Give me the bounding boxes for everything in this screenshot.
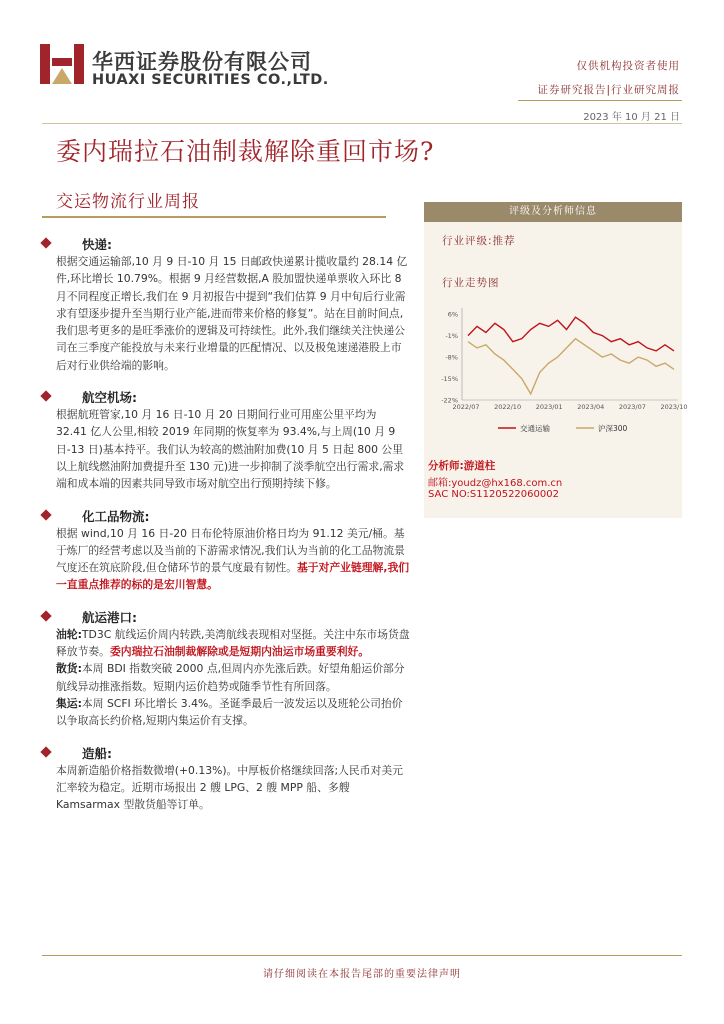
- highlight-text: 基于对产业链理解,我们一直重点推荐的标的是宏川智慧。: [56, 561, 410, 592]
- paragraph-text: 本周 BDI 指数突破 2000 点,但周内亦先涨后跌。好望角船运价部分航线异动推涨指数。短期内运价趋势或随季节性有所回落。: [56, 662, 405, 693]
- trend-chart-title: 行业走势图: [442, 277, 500, 289]
- section-heading: [56, 508, 410, 525]
- report-title: 委内瑞拉石油制裁解除重回市场?: [56, 137, 435, 166]
- y-tick-label: -15%: [441, 375, 458, 384]
- section-heading: [56, 236, 410, 253]
- section-heading-label: 造船:: [82, 745, 112, 761]
- x-tick-label: 2023/07: [618, 403, 646, 411]
- highlight-text: 委内瑞拉石油制裁解除或是短期内油运市场重要利好。: [109, 645, 370, 659]
- diamond-bullet-icon: [40, 509, 51, 520]
- legend-label-csi300: 沪深300: [598, 424, 628, 433]
- paragraph-text: 根据 wind,10 月 16 日-20 日布伦特原油价格日均为 91.12 美元/桶。基于炼厂的经营考虑以及当前的下游需求情况,我们认为当前的化工品物流景气度还在筑底阶段,但仓储环节的景气度最有韧性。: [56, 526, 405, 575]
- section-heading: [56, 609, 410, 626]
- oil-tanker-paragraph: [56, 626, 410, 661]
- container-paragraph: [56, 695, 410, 730]
- report-date: 2023 年 10 月 21 日: [583, 112, 680, 123]
- series-line-transport: [468, 317, 674, 351]
- subtitle-underline: [42, 216, 386, 218]
- legend-label-transport: 交通运输: [520, 424, 550, 433]
- title-divider: [42, 123, 682, 124]
- x-tick-label: 2022/07: [452, 403, 480, 411]
- footer-divider: [42, 955, 682, 956]
- analyst-sac: SAC NO:S1120522060002: [428, 489, 559, 500]
- company-name-cn: 华西证券股份有限公司: [92, 50, 312, 74]
- company-logo-icon: [40, 40, 84, 88]
- section-paragraph: 本周新造船价格指数微增(+0.13%)。中厚板价格继续回落;人民币对美元汇率较为稳定。近期市场报出 2 艘 LPG、2 艘 MPP 船、多艘 Kamsarmax 型散货船等订单。: [56, 763, 403, 812]
- x-tick-label: 2023/10: [660, 403, 688, 411]
- section-heading: [56, 745, 410, 762]
- diamond-bullet-icon: [40, 237, 51, 248]
- paragraph-text: 本周 SCFI 环比增长 3.4%。圣诞季最后一波发运以及班轮公司抬价以争取高长约价格,短期内集运价有支撑。: [56, 696, 403, 728]
- container-label: 集运:: [56, 696, 82, 710]
- section-paragraph: 根据交通运输部,10 月 9 日-10 月 15 日邮政快递累计揽收量约 28.14 亿件,环比增长 10.79%。根据 9 月经营数据,A 股加盟快递单票收入环比 8 月不同程度正增长,我们在 9 月初报告中提到“我们估算 9 月中旬后行业需求有望逐步提升至当期行业产能,进而带来价格的修复”。站在目前时间点,我们思考更多的是旺季涨价的逻辑及可持续性。此外,我们继续关注快递公司在三季度产能投放与未来行业增量的匹配情况、以及极兔速递港股上市后对行业供给端的影响。: [56, 255, 408, 372]
- section-paragraph: [56, 525, 410, 594]
- report-type: 证券研究报告|行业研究周报: [537, 84, 680, 96]
- x-tick-label: 2023/04: [577, 403, 605, 411]
- section-heading-label: 快递:: [82, 237, 112, 252]
- x-tick-label: 2023/01: [535, 403, 563, 411]
- report-subtitle: 交运物流行业周报: [56, 192, 200, 212]
- trend-chart: [428, 300, 688, 440]
- section-aviation: [56, 389, 410, 492]
- y-tick-label: -8%: [445, 353, 458, 362]
- bulk-paragraph: [56, 660, 410, 695]
- section-chemical-logistics: [56, 508, 410, 594]
- x-tick-label: 2022/10: [494, 403, 522, 411]
- series-line-csi300: [468, 339, 674, 394]
- section-heading-label: 化工品物流:: [82, 508, 150, 524]
- info-panel-header: 评级及分析师信息: [424, 202, 682, 222]
- audience-note: 仅供机构投资者使用: [576, 60, 680, 72]
- diamond-bullet-icon: [40, 746, 51, 757]
- analyst-name: 分析师:游道柱: [428, 460, 496, 472]
- report-body: [56, 236, 410, 813]
- y-tick-label: -22%: [441, 396, 458, 405]
- footer-disclaimer: 请仔细阅读在本报告尾部的重要法律声明: [263, 969, 461, 980]
- section-shipbuilding: [56, 745, 410, 814]
- bulk-label: 散货:: [56, 662, 82, 676]
- y-tick-label: -1%: [445, 332, 458, 341]
- section-express: [56, 236, 410, 374]
- section-heading-label: 航运港口:: [82, 609, 137, 625]
- analyst-email: 邮箱:youdz@hx168.com.cn: [428, 478, 563, 489]
- company-name-en: HUAXI SECURITIES CO.,LTD.: [92, 72, 329, 88]
- section-paragraph: 根据航班管家,10 月 16 日-10 月 20 日期间行业可用座公里平均为 32.41 亿人公里,相较 2019 年同期的恢复率为 93.4%,与上周(10 月 9 日-13 日)基本持平。我们认为较高的燃油附加费(10 月 5 日起 800 公里以上航线燃油附加费提升至 130 元)进一步抑制了淡季航空出行需求,需求端和成本端的因素共同导致市场对航空出行预期持续下修。: [56, 408, 405, 491]
- diamond-bullet-icon: [40, 390, 51, 401]
- paragraph-text: TD3C 航线运价周内转跌,美湾航线表现相对坚挺。关注中东市场货盘释放节奏。: [56, 627, 410, 659]
- oil-tanker-label: 油轮:: [56, 627, 82, 641]
- y-tick-label: 6%: [447, 310, 458, 319]
- section-heading: [56, 389, 410, 406]
- header-divider: [518, 100, 682, 101]
- diamond-bullet-icon: [40, 610, 51, 621]
- industry-rating: 行业评级:推荐: [442, 235, 516, 247]
- section-heading-label: 航空机场:: [82, 390, 137, 406]
- section-shipping-ports: [56, 609, 410, 730]
